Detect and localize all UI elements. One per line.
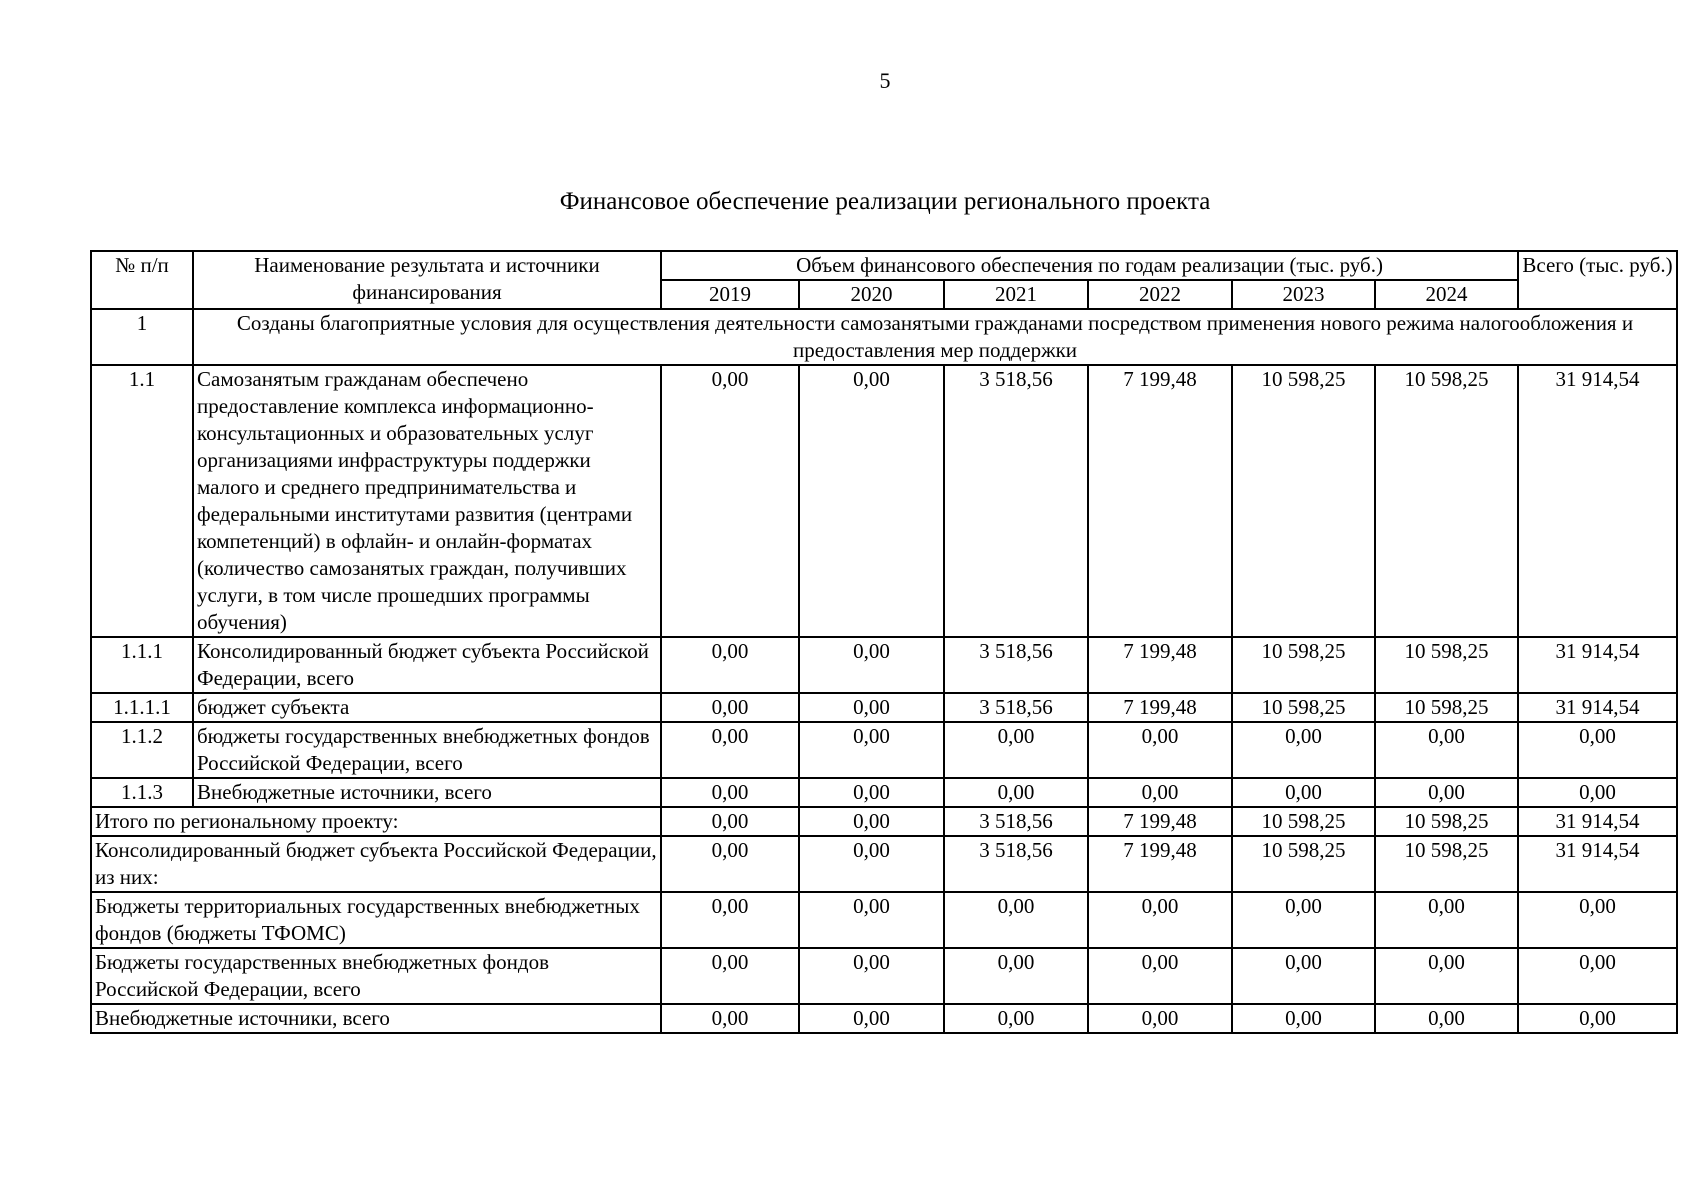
row-value: 0,00 bbox=[799, 836, 944, 892]
row-value: 0,00 bbox=[1232, 892, 1375, 948]
row-value: 0,00 bbox=[799, 365, 944, 637]
row-value: 0,00 bbox=[799, 1004, 944, 1033]
row-name: бюджеты государственных внебюджетных фондов Российской Федерации, всего bbox=[193, 722, 661, 778]
row-value: 0,00 bbox=[944, 778, 1088, 807]
financing-table bbox=[90, 250, 1678, 1034]
summary-row bbox=[91, 1004, 1677, 1033]
row-value: 3 518,56 bbox=[944, 807, 1088, 836]
row-value: 0,00 bbox=[1232, 722, 1375, 778]
row-value: 7 199,48 bbox=[1088, 807, 1232, 836]
row-value: 0,00 bbox=[1375, 1004, 1518, 1033]
row-total: 0,00 bbox=[1518, 778, 1677, 807]
row-value: 0,00 bbox=[661, 836, 799, 892]
table-row bbox=[91, 778, 1677, 807]
document-title: Финансовое обеспечение реализации регионального проекта bbox=[559, 188, 1211, 215]
summary-name: Бюджеты территориальных государственных внебюджетных фондов (бюджеты ТФОМС) bbox=[91, 892, 661, 948]
row-value: 0,00 bbox=[799, 722, 944, 778]
row-value: 0,00 bbox=[661, 1004, 799, 1033]
summary-row bbox=[91, 836, 1677, 892]
row-value: 10 598,25 bbox=[1232, 836, 1375, 892]
row-value: 0,00 bbox=[661, 693, 799, 722]
summary-name: Внебюджетные источники, всего bbox=[91, 1004, 661, 1033]
summary-name: Консолидированный бюджет субъекта Российской Федерации, из них: bbox=[91, 836, 661, 892]
header-num: № п/п bbox=[91, 251, 193, 309]
row-total: 31 914,54 bbox=[1518, 693, 1677, 722]
row-value: 0,00 bbox=[799, 778, 944, 807]
header-volume: Объем финансового обеспечения по годам реализации (тыс. руб.) bbox=[661, 251, 1518, 280]
header-year: 2023 bbox=[1232, 280, 1375, 309]
row-num: 1.1.1.1 bbox=[91, 693, 193, 722]
table-body bbox=[91, 309, 1677, 1033]
row-value: 0,00 bbox=[944, 1004, 1088, 1033]
row-value: 7 199,48 bbox=[1088, 637, 1232, 693]
row-value: 0,00 bbox=[661, 807, 799, 836]
row-name: Консолидированный бюджет субъекта Российской Федерации, всего bbox=[193, 637, 661, 693]
row-value: 0,00 bbox=[944, 722, 1088, 778]
row-value: 10 598,25 bbox=[1232, 637, 1375, 693]
header-year: 2020 bbox=[799, 280, 944, 309]
row-value: 0,00 bbox=[661, 365, 799, 637]
row-value: 0,00 bbox=[1375, 778, 1518, 807]
row-value: 0,00 bbox=[1375, 892, 1518, 948]
section-num: 1 bbox=[91, 309, 193, 365]
row-total: 0,00 bbox=[1518, 892, 1677, 948]
row-value: 3 518,56 bbox=[944, 637, 1088, 693]
header-year: 2021 bbox=[944, 280, 1088, 309]
summary-name: Бюджеты государственных внебюджетных фондов Российской Федерации, всего bbox=[91, 948, 661, 1004]
row-value: 7 199,48 bbox=[1088, 693, 1232, 722]
header-total: Всего (тыс. руб.) bbox=[1518, 251, 1677, 309]
table-row bbox=[91, 637, 1677, 693]
row-value: 0,00 bbox=[661, 722, 799, 778]
row-num: 1.1.1 bbox=[91, 637, 193, 693]
row-num: 1.1.2 bbox=[91, 722, 193, 778]
row-value: 10 598,25 bbox=[1375, 637, 1518, 693]
row-value: 10 598,25 bbox=[1232, 365, 1375, 637]
header-year: 2019 bbox=[661, 280, 799, 309]
row-value: 0,00 bbox=[661, 637, 799, 693]
section-text: Созданы благоприятные условия для осуществления деятельности самозанятыми гражданами посредством применения нового режима налогообложения и предоставления мер поддержки bbox=[193, 309, 1677, 365]
row-value: 10 598,25 bbox=[1232, 693, 1375, 722]
summary-row bbox=[91, 807, 1677, 836]
header-year: 2024 bbox=[1375, 280, 1518, 309]
row-value: 3 518,56 bbox=[944, 365, 1088, 637]
row-value: 0,00 bbox=[944, 892, 1088, 948]
row-total: 0,00 bbox=[1518, 948, 1677, 1004]
section-row bbox=[91, 309, 1677, 365]
table-row bbox=[91, 693, 1677, 722]
row-value: 0,00 bbox=[799, 892, 944, 948]
row-value: 10 598,25 bbox=[1375, 836, 1518, 892]
row-total: 31 914,54 bbox=[1518, 807, 1677, 836]
summary-name: Итого по региональному проекту: bbox=[91, 807, 661, 836]
row-total: 31 914,54 bbox=[1518, 365, 1677, 637]
row-value: 0,00 bbox=[1232, 778, 1375, 807]
row-value: 0,00 bbox=[661, 778, 799, 807]
row-total: 31 914,54 bbox=[1518, 836, 1677, 892]
row-value: 0,00 bbox=[799, 948, 944, 1004]
row-total: 31 914,54 bbox=[1518, 637, 1677, 693]
row-value: 0,00 bbox=[1088, 722, 1232, 778]
row-value: 0,00 bbox=[1088, 778, 1232, 807]
row-num: 1.1.3 bbox=[91, 778, 193, 807]
row-value: 0,00 bbox=[1088, 892, 1232, 948]
row-value: 0,00 bbox=[661, 948, 799, 1004]
row-value: 10 598,25 bbox=[1232, 807, 1375, 836]
row-value: 0,00 bbox=[661, 892, 799, 948]
header-name: Наименование результата и источники финансирования bbox=[193, 251, 661, 309]
row-name: Самозанятым гражданам обеспечено предоставление комплекса информационно-консультационных и образовательных услуг организациями инфраструктуры поддержки малого и среднего предпринимательства и федеральными институтами развития (центрами компетенций) в офлайн- и онлайн-форматах (количество самозанятых граждан, получивших услуги, в том числе прошедших программы обучения) bbox=[193, 365, 661, 637]
row-num: 1.1 bbox=[91, 365, 193, 637]
row-value: 0,00 bbox=[1232, 1004, 1375, 1033]
row-value: 0,00 bbox=[799, 637, 944, 693]
row-name: Внебюджетные источники, всего bbox=[193, 778, 661, 807]
row-value: 10 598,25 bbox=[1375, 365, 1518, 637]
row-value: 3 518,56 bbox=[944, 693, 1088, 722]
row-value: 0,00 bbox=[944, 948, 1088, 1004]
row-value: 0,00 bbox=[1088, 948, 1232, 1004]
row-value: 10 598,25 bbox=[1375, 693, 1518, 722]
row-total: 0,00 bbox=[1518, 722, 1677, 778]
row-name: бюджет субъекта bbox=[193, 693, 661, 722]
summary-row bbox=[91, 948, 1677, 1004]
row-value: 0,00 bbox=[1375, 948, 1518, 1004]
row-value: 7 199,48 bbox=[1088, 365, 1232, 637]
row-value: 10 598,25 bbox=[1375, 807, 1518, 836]
row-value: 0,00 bbox=[799, 693, 944, 722]
row-value: 0,00 bbox=[1232, 948, 1375, 1004]
row-value: 3 518,56 bbox=[944, 836, 1088, 892]
table-row bbox=[91, 365, 1677, 637]
header-year: 2022 bbox=[1088, 280, 1232, 309]
table-header bbox=[91, 251, 1677, 309]
row-value: 0,00 bbox=[799, 807, 944, 836]
row-value: 0,00 bbox=[1375, 722, 1518, 778]
summary-row bbox=[91, 892, 1677, 948]
row-value: 0,00 bbox=[1088, 1004, 1232, 1033]
page-number: 5 bbox=[879, 68, 891, 93]
row-value: 7 199,48 bbox=[1088, 836, 1232, 892]
table-row bbox=[91, 722, 1677, 778]
row-total: 0,00 bbox=[1518, 1004, 1677, 1033]
